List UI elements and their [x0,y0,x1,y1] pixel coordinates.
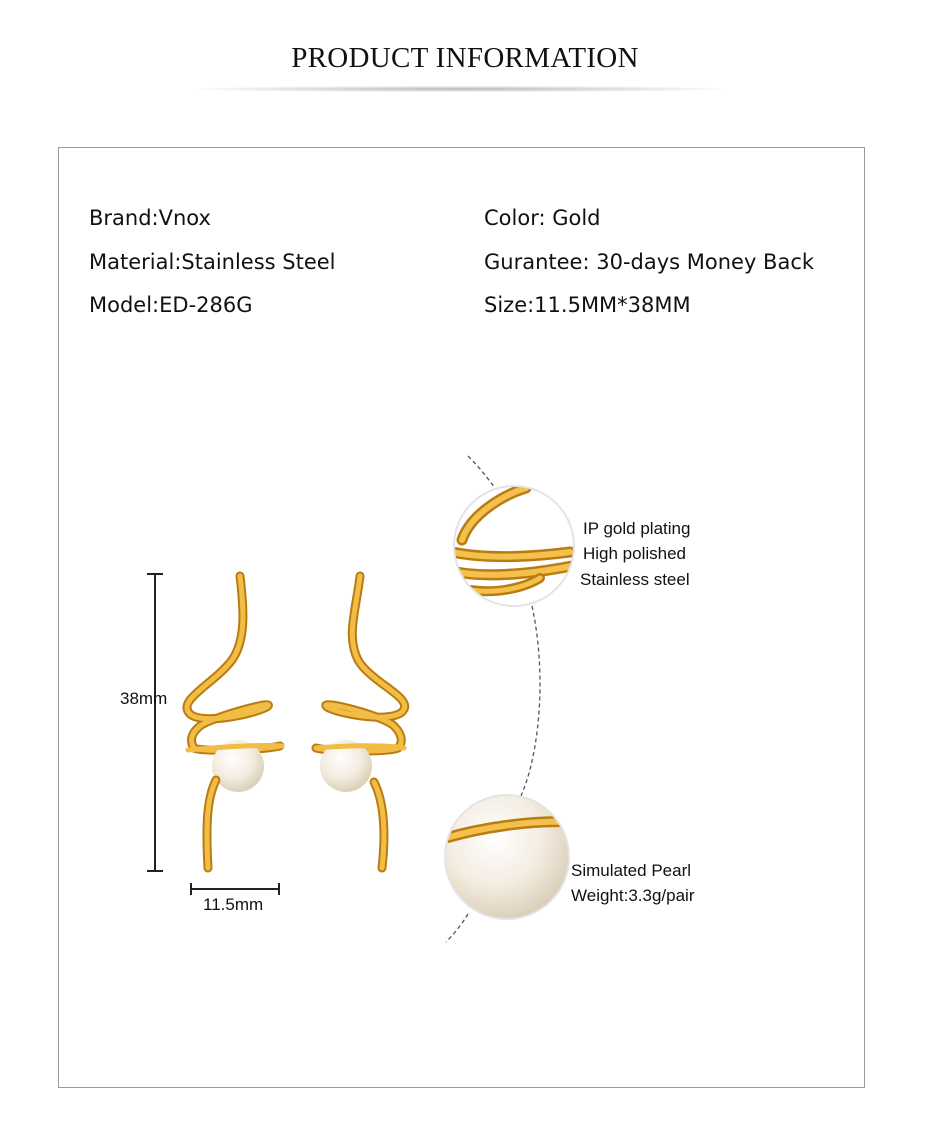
callout-simulated-pearl: Simulated Pearl [571,861,692,880]
spec-size: Size:11.5MM*38MM [484,293,691,317]
width-dimension-label: 11.5mm [203,895,264,914]
spec-material: Material:Stainless Steel [89,250,336,274]
height-dimension-line [147,574,163,871]
page-title: PRODUCT INFORMATION [291,42,639,74]
spec-brand: Brand:Vnox [89,206,211,230]
callout-high-polished: High polished [583,544,687,563]
callout-ip-gold-plating: IP gold plating [583,519,691,538]
callout-weight: Weight:3.3g/pair [571,886,695,905]
earring-left [187,576,282,868]
spec-color: Color: Gold [484,206,601,230]
height-dimension-label: 38mm [120,689,168,708]
spec-model: Model:ED-286G [89,293,253,317]
spec-guarantee: Gurantee: 30-days Money Back [484,250,815,274]
earring-right [316,576,405,868]
zoom-circle-gold-wire [452,486,574,606]
callout-stainless-steel: Stainless steel [580,570,690,589]
width-dimension-line [191,883,279,895]
zoom-circle-pearl [445,795,572,919]
